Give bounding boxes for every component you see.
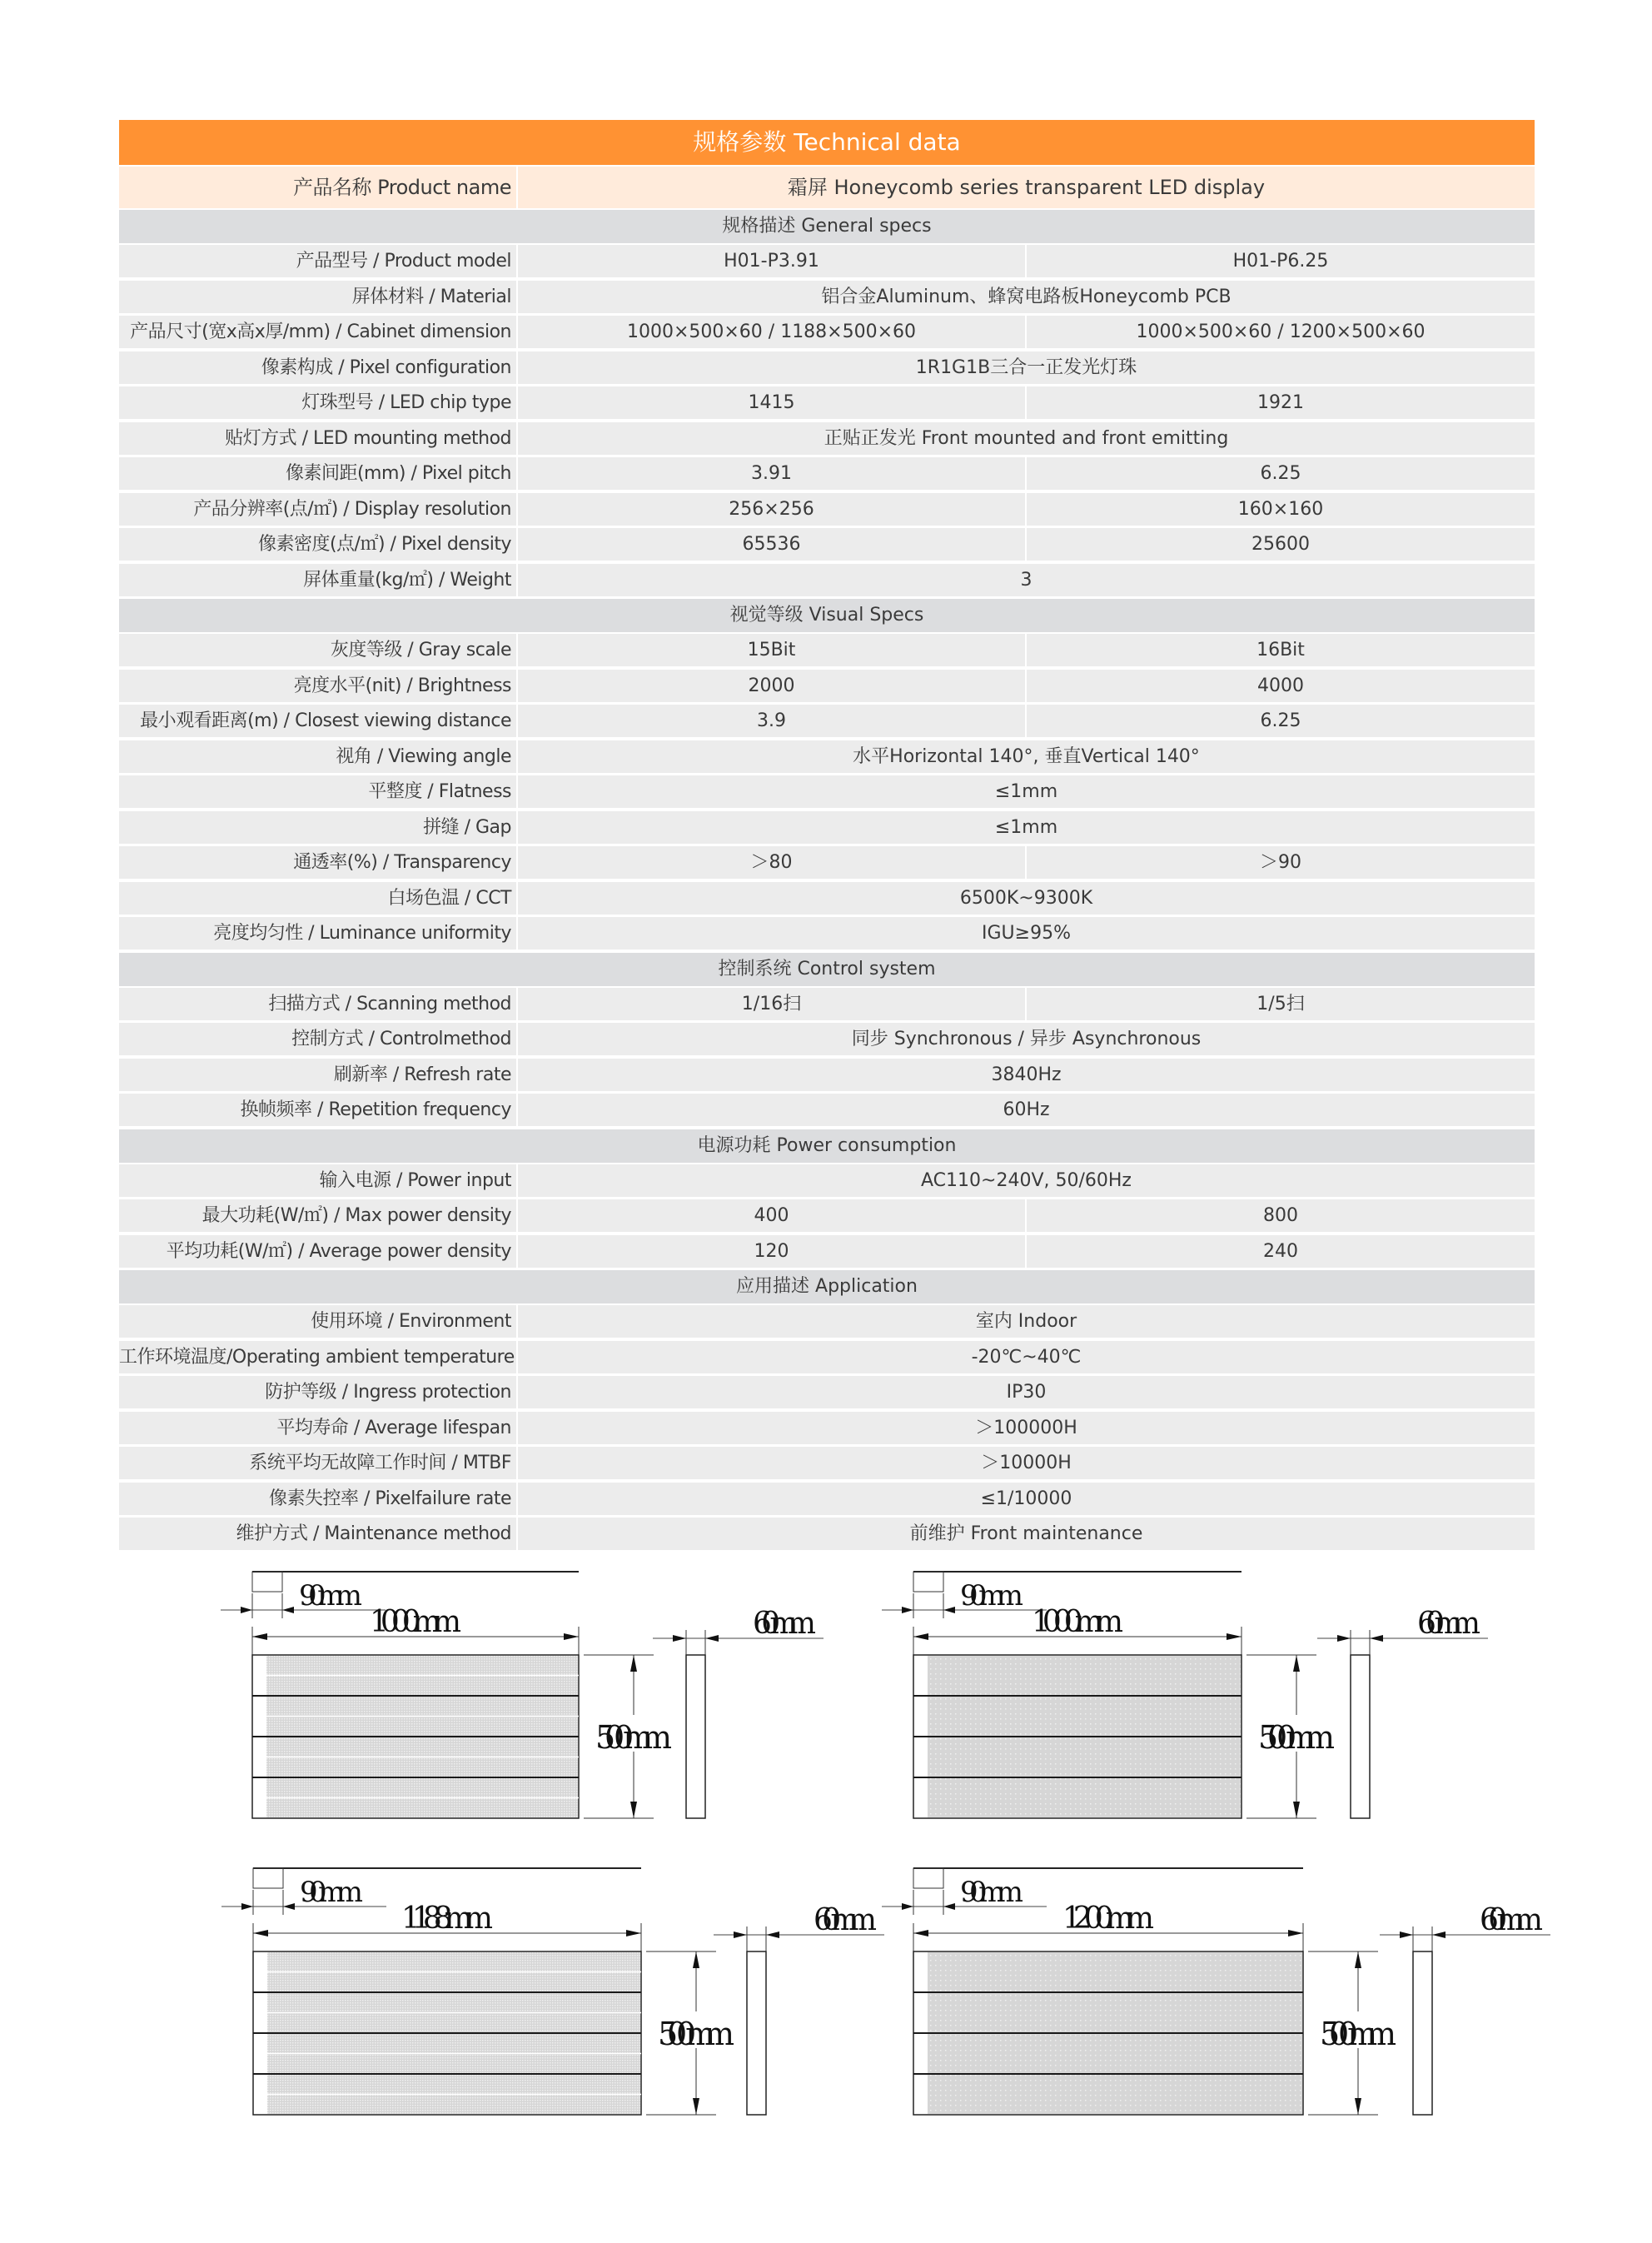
row-label: 扫描方式 / Scanning method: [119, 988, 516, 1020]
side-view-panel: [1351, 1655, 1370, 1818]
arrow-head: [1227, 1633, 1241, 1640]
table-row: [119, 528, 1535, 561]
table-row: [119, 493, 1535, 526]
arrow-head: [1293, 1802, 1300, 1818]
value-p391: H01-P3.91: [518, 245, 1025, 277]
row-label: 系统平均无故障工作时间 / MTBF: [119, 1447, 516, 1479]
row-label: 最小观看距离(m) / Closest viewing distance: [119, 705, 516, 737]
side-view-panel: [1413, 1951, 1432, 2115]
depth-dim-label: 60mm: [814, 1903, 877, 1937]
value-p391: 120: [518, 1235, 1025, 1268]
product-name-row: [119, 167, 1535, 208]
row-label: 灯珠型号 / LED chip type: [119, 386, 516, 419]
value-p625: 1/5扫: [1027, 988, 1535, 1020]
arrow-head: [1337, 1635, 1351, 1642]
row-label: 贴灯方式 / LED mounting method: [119, 422, 516, 455]
row-label: 亮度均匀性 / Luminance uniformity: [119, 917, 516, 950]
table-row: [119, 245, 1535, 277]
frame-dim-label: 90mm: [300, 1876, 363, 1909]
width-dim-label: 1188mm: [401, 1902, 493, 1936]
row-label: 屏体材料 / Material: [119, 281, 516, 313]
arrow-head: [693, 2098, 699, 2115]
arrow-head: [283, 1903, 295, 1910]
row-label: 通透率(%) / Transparency: [119, 846, 516, 879]
row-label: 灰度等级 / Gray scale: [119, 634, 516, 666]
row-label: 像素密度(点/㎡) / Pixel density: [119, 528, 516, 561]
section-header: 应用描述 Application: [119, 1270, 1535, 1303]
value-p391: 256×256: [518, 493, 1025, 526]
value-p391: 1415: [518, 386, 1025, 419]
arrow-head: [564, 1633, 579, 1640]
row-label: 平均功耗(W/㎡) / Average power density: [119, 1235, 516, 1268]
section-header: 规格描述 General specs: [119, 210, 1535, 243]
row-label: 防护等级 / Ingress protection: [119, 1376, 516, 1408]
cabinet-diagram: [880, 1563, 1513, 1830]
width-dim-label: 1000mm: [370, 1605, 461, 1639]
value-p625: ＞90: [1027, 846, 1535, 879]
frame-box: [913, 1868, 943, 1888]
value-p625: 6.25: [1027, 705, 1535, 737]
table-row: [119, 705, 1535, 737]
row-label: 像素间距(mm) / Pixel pitch: [119, 457, 516, 490]
table-row: [119, 1412, 1535, 1444]
arrow-head: [630, 1802, 637, 1818]
row-value: 水平Horizontal 140°, 垂直Vertical 140°: [518, 740, 1535, 773]
row-label: 平均寿命 / Average lifespan: [119, 1412, 516, 1444]
table-row: [119, 281, 1535, 313]
arrow-head: [253, 1930, 268, 1936]
width-dim-label: 1200mm: [1062, 1902, 1154, 1936]
section-header: 电源功耗 Power consumption: [119, 1129, 1535, 1163]
table-row: [119, 670, 1535, 702]
row-value: 正贴正发光 Front mounted and front emitting: [518, 422, 1535, 455]
section-header: 控制系统 Control system: [119, 953, 1535, 986]
row-value: AC110~240V, 50/60Hz: [518, 1164, 1535, 1197]
height-dim-label: 500mm: [595, 1719, 672, 1756]
row-label: 平整度 / Flatness: [119, 775, 516, 808]
arrow-head: [902, 1607, 913, 1613]
table-row: [119, 1023, 1535, 1055]
row-label: 控制方式 / Controlmethod: [119, 1023, 516, 1055]
value-p391: 65536: [518, 528, 1025, 561]
table-row: [119, 1305, 1535, 1338]
arrow-head: [1370, 1635, 1383, 1642]
arrow-head: [693, 1951, 699, 1968]
table-row: [119, 988, 1535, 1020]
height-dim-label: 500mm: [1258, 1719, 1335, 1756]
arrow-head: [943, 1903, 955, 1910]
table-row: [119, 846, 1535, 879]
row-label: 产品分辨率(点/㎡) / Display resolution: [119, 493, 516, 526]
technical-data-table: [119, 120, 1535, 1553]
row-label: 拼缝 / Gap: [119, 811, 516, 844]
table-title: 规格参数 Technical data: [119, 120, 1535, 165]
arrow-head: [1432, 1931, 1446, 1938]
arrow-head: [1288, 1930, 1303, 1936]
value-p391: 3.9: [518, 705, 1025, 737]
row-value: ≤1mm: [518, 775, 1535, 808]
row-label: 产品型号 / Product model: [119, 245, 516, 277]
row-label: 换帧频率 / Repetition frequency: [119, 1094, 516, 1126]
row-value: 3840Hz: [518, 1059, 1535, 1091]
arrow-head: [902, 1903, 913, 1910]
cabinet-diagram: [219, 1563, 852, 1830]
row-value: 6500K~9300K: [518, 882, 1535, 915]
value-p625: 1921: [1027, 386, 1535, 419]
value-p391: ＞80: [518, 846, 1025, 879]
value-p625: 160×160: [1027, 493, 1535, 526]
arrow-head: [1355, 1951, 1361, 1968]
arrow-head: [241, 1607, 252, 1613]
value-p625: 1000×500×60 / 1200×500×60: [1027, 316, 1535, 348]
cabinet-diagram: [220, 1860, 877, 2126]
depth-dim-label: 60mm: [1480, 1903, 1543, 1937]
frame-box: [253, 1868, 283, 1888]
table-row: [119, 882, 1535, 915]
value-p391: 1000×500×60 / 1188×500×60: [518, 316, 1025, 348]
arrow-head: [626, 1930, 641, 1936]
row-value: 1R1G1B三合一正发光灯珠: [518, 351, 1535, 384]
height-dim-label: 500mm: [658, 2016, 734, 2052]
table-row: [119, 386, 1535, 419]
value-p391: 400: [518, 1199, 1025, 1232]
row-label: 产品名称 Product name: [119, 167, 516, 208]
row-value: ≤1/10000: [518, 1483, 1535, 1515]
table-row: [119, 1235, 1535, 1268]
table-row: [119, 1094, 1535, 1126]
table-row: [119, 316, 1535, 348]
table-row: [119, 1376, 1535, 1408]
row-label: 视角 / Viewing angle: [119, 740, 516, 773]
table-row: [119, 1059, 1535, 1091]
arrow-head: [252, 1633, 267, 1640]
row-value: 3: [518, 564, 1535, 596]
value-p625: 240: [1027, 1235, 1535, 1268]
row-label: 刷新率 / Refresh rate: [119, 1059, 516, 1091]
row-label: 像素失控率 / Pixelfailure rate: [119, 1483, 516, 1515]
table-row: [119, 422, 1535, 455]
frame-box: [913, 1572, 943, 1592]
depth-dim-label: 60mm: [1417, 1607, 1480, 1641]
table-row: [119, 917, 1535, 950]
table-row: [119, 1164, 1535, 1197]
table-row: [119, 457, 1535, 490]
row-label: 使用环境 / Environment: [119, 1305, 516, 1338]
arrow-head: [766, 1931, 779, 1938]
arrow-head: [734, 1931, 747, 1938]
arrow-head: [241, 1903, 253, 1910]
row-value: 60Hz: [518, 1094, 1535, 1126]
arrow-head: [1355, 2098, 1361, 2115]
row-label: 亮度水平(nit) / Brightness: [119, 670, 516, 702]
arrow-head: [673, 1635, 686, 1642]
value-p625: 4000: [1027, 670, 1535, 702]
row-label: 产品尺寸(宽x高x厚/mm) / Cabinet dimension: [119, 316, 516, 348]
table-row: [119, 1518, 1535, 1550]
spec-sections: [119, 210, 1535, 1550]
value-p625: H01-P6.25: [1027, 245, 1535, 277]
row-value: -20℃~40℃: [518, 1341, 1535, 1373]
value-p625: 800: [1027, 1199, 1535, 1232]
value-p625: 6.25: [1027, 457, 1535, 490]
value-p625: 16Bit: [1027, 634, 1535, 666]
row-value: 霜屏 Honeycomb series transparent LED display: [518, 167, 1535, 208]
table-row: [119, 1199, 1535, 1232]
arrow-head: [913, 1930, 928, 1936]
table-row: [119, 1483, 1535, 1515]
row-value: ＞100000H: [518, 1412, 1535, 1444]
side-view-panel: [747, 1951, 766, 2115]
arrow-head: [705, 1635, 719, 1642]
table-row: [119, 1341, 1535, 1373]
table-row: [119, 634, 1535, 666]
frame-box: [252, 1572, 282, 1592]
arrow-head: [282, 1607, 294, 1613]
table-row: [119, 811, 1535, 844]
value-p391: 1/16扫: [518, 988, 1025, 1020]
value-p625: 25600: [1027, 528, 1535, 561]
row-label: 白场色温 / CCT: [119, 882, 516, 915]
arrow-head: [913, 1633, 928, 1640]
table-row: [119, 1447, 1535, 1479]
arrow-head: [1293, 1655, 1300, 1672]
depth-dim-label: 60mm: [753, 1607, 816, 1641]
value-p391: 15Bit: [518, 634, 1025, 666]
row-value: 同步 Synchronous / 异步 Asynchronous: [518, 1023, 1535, 1055]
height-dim-label: 500mm: [1320, 2016, 1396, 2052]
frame-dim-label: 90mm: [960, 1876, 1023, 1909]
row-value: ≤1mm: [518, 811, 1535, 844]
row-value: ＞10000H: [518, 1447, 1535, 1479]
row-value: 前维护 Front maintenance: [518, 1518, 1535, 1550]
section-header: 视觉等级 Visual Specs: [119, 599, 1535, 632]
arrow-head: [943, 1607, 955, 1613]
value-p391: 2000: [518, 670, 1025, 702]
frame-dim-label: 90mm: [960, 1579, 1023, 1612]
table-row: [119, 740, 1535, 773]
row-value: 室内 Indoor: [518, 1305, 1535, 1338]
value-p391: 3.91: [518, 457, 1025, 490]
arrow-head: [1400, 1931, 1413, 1938]
frame-dim-label: 90mm: [299, 1579, 362, 1612]
row-label: 最大功耗(W/㎡) / Max power density: [119, 1199, 516, 1232]
row-value: IGU≥95%: [518, 917, 1535, 950]
row-label: 维护方式 / Maintenance method: [119, 1518, 516, 1550]
cabinet-diagram: [880, 1860, 1543, 2126]
row-label: 屏体重量(kg/㎡) / Weight: [119, 564, 516, 596]
table-row: [119, 351, 1535, 384]
row-value: IP30: [518, 1376, 1535, 1408]
arrow-head: [630, 1655, 637, 1672]
table-row: [119, 775, 1535, 808]
width-dim-label: 1000mm: [1032, 1605, 1123, 1639]
row-label: 输入电源 / Power input: [119, 1164, 516, 1197]
row-label: 像素构成 / Pixel configuration: [119, 351, 516, 384]
row-label: 工作环境温度/Operating ambient temperature: [119, 1341, 516, 1373]
side-view-panel: [686, 1655, 705, 1818]
table-row: [119, 564, 1535, 596]
row-value: 铝合金Aluminum、蜂窝电路板Honeycomb PCB: [518, 281, 1535, 313]
